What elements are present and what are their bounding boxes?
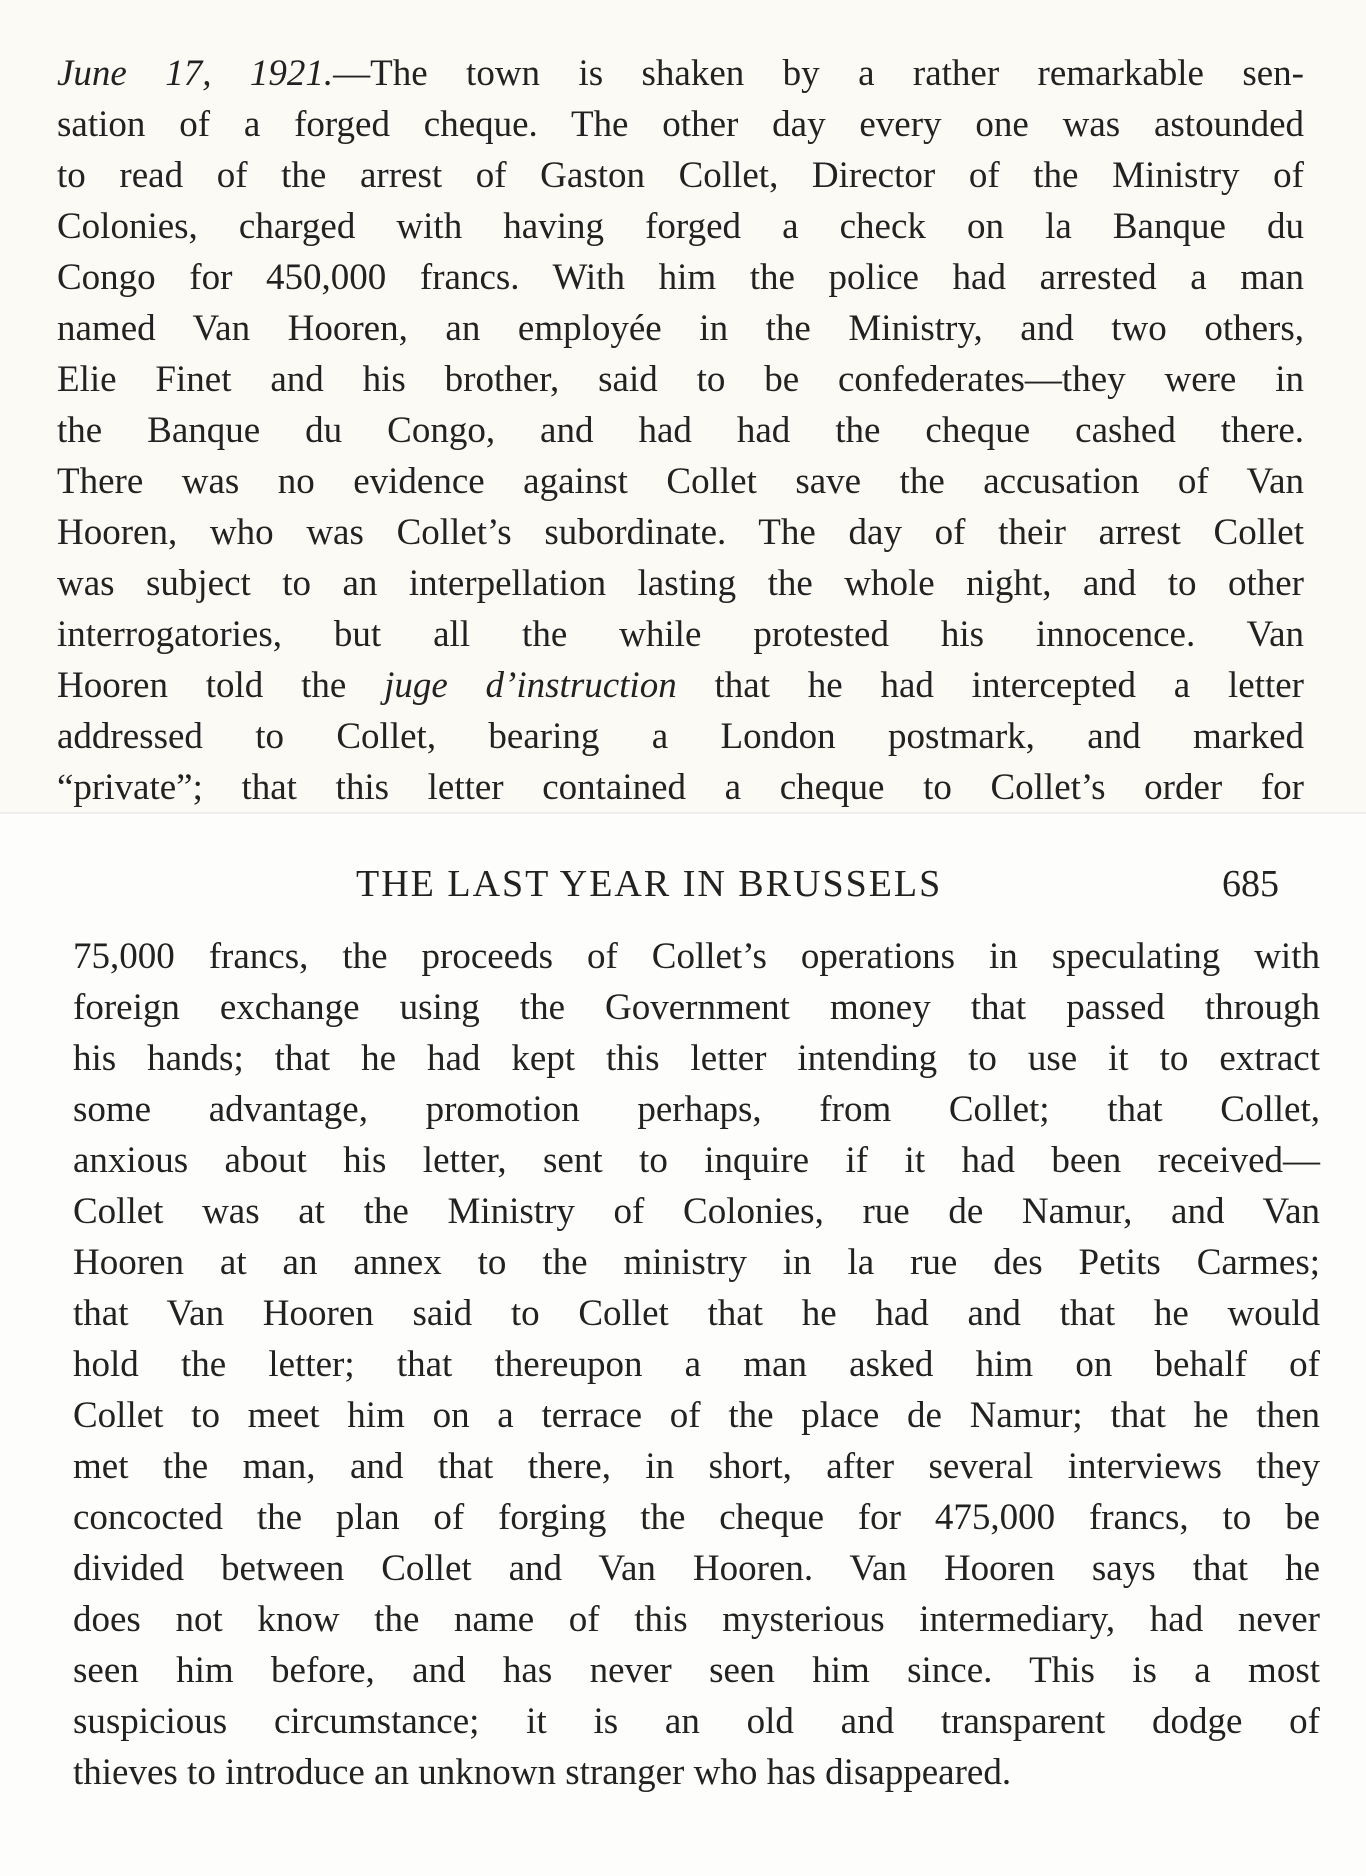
text-line: Congo for 450,000 francs. With him the police had arrested a man	[57, 257, 1304, 298]
text-line: sation of a forged cheque. The other day every one was astounded	[57, 104, 1304, 145]
text-line: suspicious circumstance; it is an old and transparent dodge of	[73, 1701, 1320, 1742]
text-line: does not know the name of this mysterious intermediary, had never	[73, 1599, 1320, 1640]
text-line: that Van Hooren said to Collet that he had and that he would	[73, 1293, 1320, 1334]
running-head-title: THE LAST YEAR IN BRUSSELS	[356, 863, 943, 905]
text-line: was subject to an interpellation lasting the whole night, and to other	[57, 563, 1304, 604]
text-line: to read of the arrest of Gaston Collet, Director of the Ministry of	[57, 155, 1304, 196]
line-text: Hooren told the	[57, 665, 385, 706]
line-text: that he had intercepted a letter	[676, 665, 1304, 706]
page-number: 685	[1222, 863, 1279, 905]
text-line	[57, 48, 1304, 99]
text-line: met the man, and that there, in short, after several interviews they	[73, 1446, 1320, 1487]
text-line: Colonies, charged with having forged a check on la Banque du	[57, 206, 1304, 247]
text-line: Hooren at an annex to the ministry in la rue des Petits Carmes;	[73, 1242, 1320, 1283]
text-line: concocted the plan of forging the cheque for 475,000 francs, to be	[73, 1497, 1320, 1538]
text-line: Collet to meet him on a terrace of the place de Namur; that he then	[73, 1395, 1320, 1436]
text-line: There was no evidence against Collet save the accusation of Van	[57, 461, 1304, 502]
text-line: addressed to Collet, bearing a London postmark, and marked	[57, 716, 1304, 757]
text-line: hold the letter; that thereupon a man asked him on behalf of	[73, 1344, 1320, 1385]
text-line: “private”; that this letter contained a cheque to Collet’s order for	[57, 767, 1304, 808]
top-body-text	[57, 48, 1304, 813]
text-line: Elie Finet and his brother, said to be confederates—they were in	[57, 359, 1304, 400]
text-line: foreign exchange using the Government money that passed through	[73, 987, 1320, 1028]
text-line: seen him before, and has never seen him since. This is a most	[73, 1650, 1320, 1691]
text-line: Hooren, who was Collet’s subordinate. The day of their arrest Collet	[57, 512, 1304, 553]
text-line: Collet was at the Ministry of Colonies, rue de Namur, and Van	[73, 1191, 1320, 1232]
text-line: thieves to introduce an unknown stranger who has disappeared.	[73, 1752, 1012, 1793]
entry-date: June 17, 1921.	[57, 53, 334, 94]
running-head	[0, 862, 1366, 922]
text-line: his hands; that he had kept this letter intending to use it to extract	[73, 1038, 1320, 1079]
text-line: named Van Hooren, an employée in the Ministry, and two others,	[57, 308, 1304, 349]
text-line: the Banque du Congo, and had had the cheque cashed there.	[57, 410, 1304, 451]
italic-term: juge d’instruction	[384, 665, 677, 706]
text-line	[57, 660, 1304, 711]
text-line: divided between Collet and Van Hooren. Van Hooren says that he	[73, 1548, 1320, 1589]
line-text: —The town is shaken by a rather remarkable sen-	[333, 53, 1304, 94]
text-line: 75,000 francs, the proceeds of Collet’s operations in speculating with	[73, 936, 1320, 977]
text-line: anxious about his letter, sent to inquire if it had been received—	[73, 1140, 1320, 1181]
bottom-body-text	[73, 931, 1320, 1798]
text-line: interrogatories, but all the while protested his innocence. Van	[57, 614, 1304, 655]
text-line: some advantage, promotion perhaps, from Collet; that Collet,	[73, 1089, 1320, 1130]
